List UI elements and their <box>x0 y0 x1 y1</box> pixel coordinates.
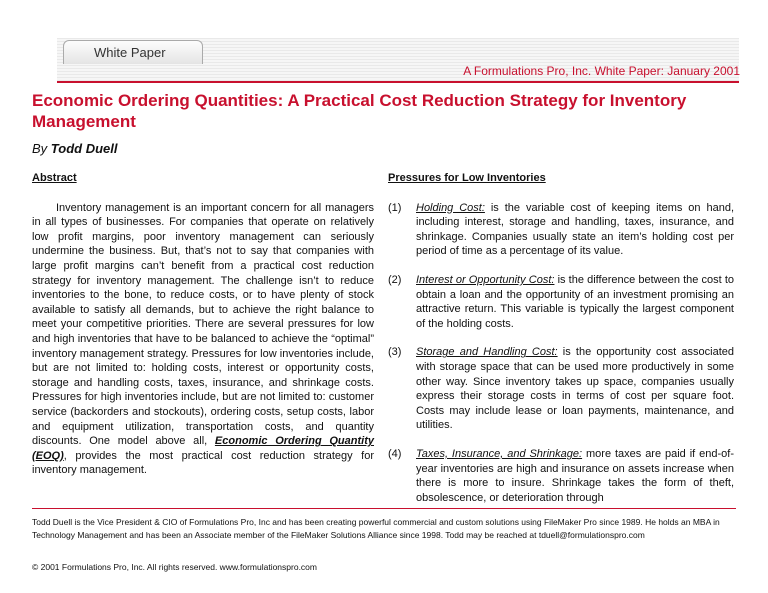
document-title: Economic Ordering Quantities: A Practical Cost Reduction Strategy for Inventory Management <box>32 91 687 131</box>
item-term: Storage and Handling Cost: <box>416 346 558 359</box>
pressure-item-taxes <box>388 447 734 505</box>
byline-prefix: By <box>32 141 48 156</box>
abstract-text-before: Inventory management is an important concern for all managers in all types of businesses. For companies that operate on relatively low profit margins, poor inventory management can seriously undermine the business. But, that’s not to say that companies with large profit margins can’t benefit from a practical cost reduction strategy for inventory management. The challenge isn’t to reduce inventories to the bone, to reduce costs, or to have plenty of stock available to satisfy all demands, but to achieve the right balance to meet your competitive priorities. There are several pressures for low and high inventories that have to be balanced to achieve the “optimal” inventory management strategy. Pressures for low inventories include, but are not limited to: holding costs, interest or opportunity costs, storage and handling costs, taxes, insurance, and shrinkage costs. Pressures for high inventories include, but are not limited to: customer service (backorders and stockouts), ordering costs, setup costs, labor and equipment utilization, transportation costs, and quantity discounts. One model above all, <box>32 201 374 448</box>
footer-divider <box>32 508 736 509</box>
pressures-heading: Pressures for Low Inventories <box>388 172 546 184</box>
pressure-item-storage-cost <box>388 345 734 433</box>
abstract-heading: Abstract <box>32 172 77 184</box>
abstract-paragraph <box>32 201 374 478</box>
author-name: Todd Duell <box>50 141 118 156</box>
item-number: (2) <box>388 273 402 286</box>
item-number: (4) <box>388 447 402 460</box>
pressures-column <box>388 171 734 519</box>
abstract-text-after: , provides the most practical cost reduction strategy for inventory management. <box>32 449 374 477</box>
pressure-item-interest-cost <box>388 273 734 331</box>
header-note: A Formulations Pro, Inc. White Paper: January 2001 <box>463 64 740 78</box>
item-text: is the opportunity cost associated with storage space that can be used more productively in some other way. Since inventory takes up space, companies usually express their storage costs in terms of cost per square foot. Costs may include lease or loan payments, maintenance, and utilities. <box>416 346 734 432</box>
item-number: (1) <box>388 201 402 214</box>
item-term: Holding Cost: <box>416 201 485 214</box>
author-bio: Todd Duell is the Vice President & CIO of Formulations Pro, Inc and has been creating powerful commercial and custom solutions using FileMaker Pro since 1989. He holds an MBA in Technology Management and has been an Associate member of the FileMaker Solutions Alliance since 1998. Todd may be reached at tduell@formulationspro.com <box>32 517 720 540</box>
item-number: (3) <box>388 346 402 359</box>
item-text: is the variable cost of keeping items on hand, including interest, storage and handling, taxes, insurance, and shrinkage. Companies usually state an item’s holding cost per period of time as a percentage of its value. <box>416 201 734 258</box>
item-term: Taxes, Insurance, and Shrinkage: <box>416 447 583 460</box>
abstract-column <box>32 171 374 478</box>
eoq-emphasis: Economic Ordering Quantity (EOQ) <box>32 435 374 462</box>
pressure-item-holding-cost <box>388 201 734 259</box>
item-text: is the difference between the cost to obtain a loan and the opportunity of an investment promising an attractive return. This variable is typically the largest component of the holding costs. <box>416 273 735 330</box>
copyright-notice: © 2001 Formulations Pro, Inc. All rights reserved. www.formulationspro.com <box>32 562 317 572</box>
byline <box>32 141 117 156</box>
white-paper-tab: White Paper <box>63 40 203 64</box>
item-text: more taxes are paid if end-of-year inventories are high and insurance on assets increase when there is more to insure. Shrinkage takes the form of theft, obsolescence, or deterioration through <box>416 447 734 504</box>
item-term: Interest or Opportunity Cost: <box>416 273 555 286</box>
